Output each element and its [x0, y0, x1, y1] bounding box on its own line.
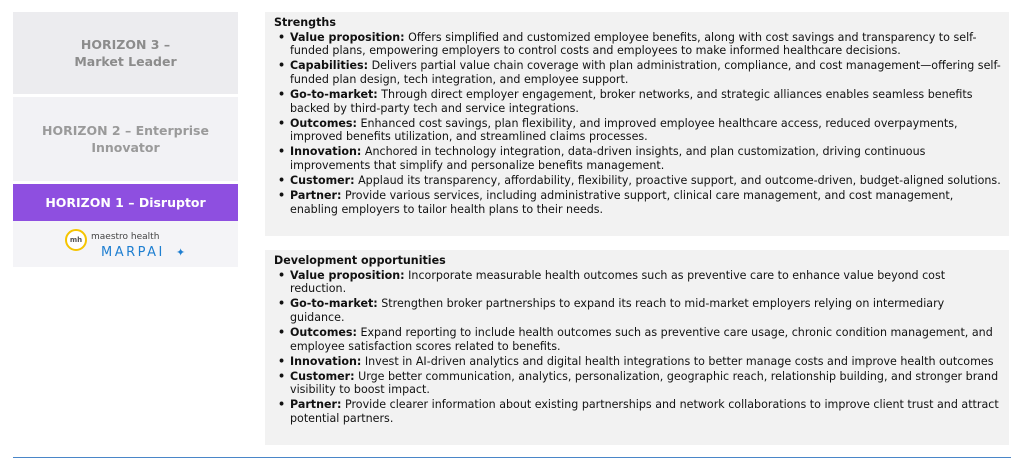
bottom-divider	[13, 457, 1011, 458]
item-label: Innovation:	[290, 145, 362, 159]
list-item	[274, 145, 1001, 172]
item-text: Anchored in technology integration, data-driven insights, and plan customization, driving continuous improvements that simplify and personalize benefits management.	[290, 145, 926, 172]
list-item	[274, 269, 1001, 296]
item-text: Provide various services, including administrative support, clinical care management, and cost management, enabling employers to tailor health plans to their needs.	[290, 189, 954, 216]
horizon-2-line-2: Innovator	[91, 140, 160, 155]
list-item	[274, 297, 1001, 324]
list-item	[274, 326, 1001, 353]
item-label: Go-to-market:	[290, 297, 378, 311]
item-text: Through direct employer engagement, broker networks, and strategic alliances enables seamless benefits backed by third-party tech and service integrations.	[290, 87, 973, 115]
list-item	[274, 88, 1001, 115]
horizon-3-line-1: HORIZON 3 –	[80, 37, 171, 52]
list-item	[274, 117, 1001, 144]
marpai-wordmark: MARPAI	[101, 245, 165, 260]
item-text: Delivers partial value chain coverage with plan administration, compliance, and cost management—offering self-funded plan design, tech integration, and employee support.	[290, 59, 1001, 86]
item-text: Strengthen broker partnerships to expand its reach to mid-market employers relying on intermediary guidance.	[290, 297, 945, 324]
list-item	[274, 370, 1001, 397]
maestro-health-wordmark: maestro health	[91, 232, 160, 242]
item-label: Outcomes:	[290, 325, 357, 339]
development-title: Development opportunities	[274, 254, 446, 267]
item-label: Partner:	[290, 189, 342, 203]
bird-icon: ✦	[176, 246, 186, 259]
strengths-panel	[265, 12, 1009, 236]
item-label: Innovation:	[290, 354, 362, 368]
horizon-3-line-2: Market Leader	[74, 54, 177, 69]
development-panel	[265, 250, 1009, 445]
list-item	[274, 355, 1001, 369]
horizon-2-line-1: HORIZON 2 – Enterprise	[42, 123, 209, 138]
item-label: Customer:	[290, 369, 355, 383]
item-label: Partner:	[290, 398, 342, 412]
item-label: Go-to-market:	[290, 87, 378, 101]
horizon-3-box	[13, 12, 238, 94]
item-text: Urge better communication, analytics, personalization, geographic reach, relationship building, and stronger brand visibility to boost impact.	[290, 369, 999, 397]
item-text: Incorporate measurable health outcomes such as preventive care to enhance value beyond cost reduction.	[290, 268, 946, 296]
item-label: Value proposition:	[290, 30, 405, 44]
horizon-1-label: HORIZON 1 – Disruptor	[45, 195, 206, 210]
item-text: Applaud its transparency, affordability, flexibility, proactive support, and outcome-driven, budget-aligned solutions.	[358, 174, 1001, 188]
maestro-health-mark-icon: mh	[65, 229, 87, 251]
company-logo	[13, 221, 238, 267]
item-label: Value proposition:	[290, 268, 405, 282]
strengths-list	[274, 31, 1001, 217]
item-text: Invest in AI-driven analytics and digital health integrations to better manage costs and improve health outcomes	[364, 354, 994, 368]
item-label: Customer:	[290, 174, 355, 188]
list-item	[274, 59, 1001, 86]
item-label: Capabilities:	[290, 59, 369, 73]
horizon-2-box	[13, 97, 238, 181]
list-item	[274, 31, 1001, 58]
development-list	[274, 269, 1001, 426]
item-text: Enhanced cost savings, plan flexibility, and improved employee healthcare access, reduced overpayments, improved benefits utilization, and streamlined claims processes.	[290, 116, 958, 144]
item-text: Expand reporting to include health outcomes such as preventive care usage, chronic condition management, and employee satisfaction scores related to benefits.	[290, 325, 993, 353]
item-text: Offers simplified and customized employee benefits, along with cost savings and transparency to self-funded plans, empowering employers to control costs and employees to make informed healthcare decisions.	[290, 30, 977, 58]
item-text: Provide clearer information about existing partnerships and network collaborations to improve client trust and attract potential partners.	[290, 398, 999, 426]
list-item	[274, 189, 1001, 216]
list-item	[274, 174, 1001, 188]
item-label: Outcomes:	[290, 116, 357, 130]
horizon-1-box	[13, 184, 238, 221]
strengths-title: Strengths	[274, 16, 336, 29]
horizon-sidebar	[13, 12, 238, 267]
list-item	[274, 398, 1001, 425]
